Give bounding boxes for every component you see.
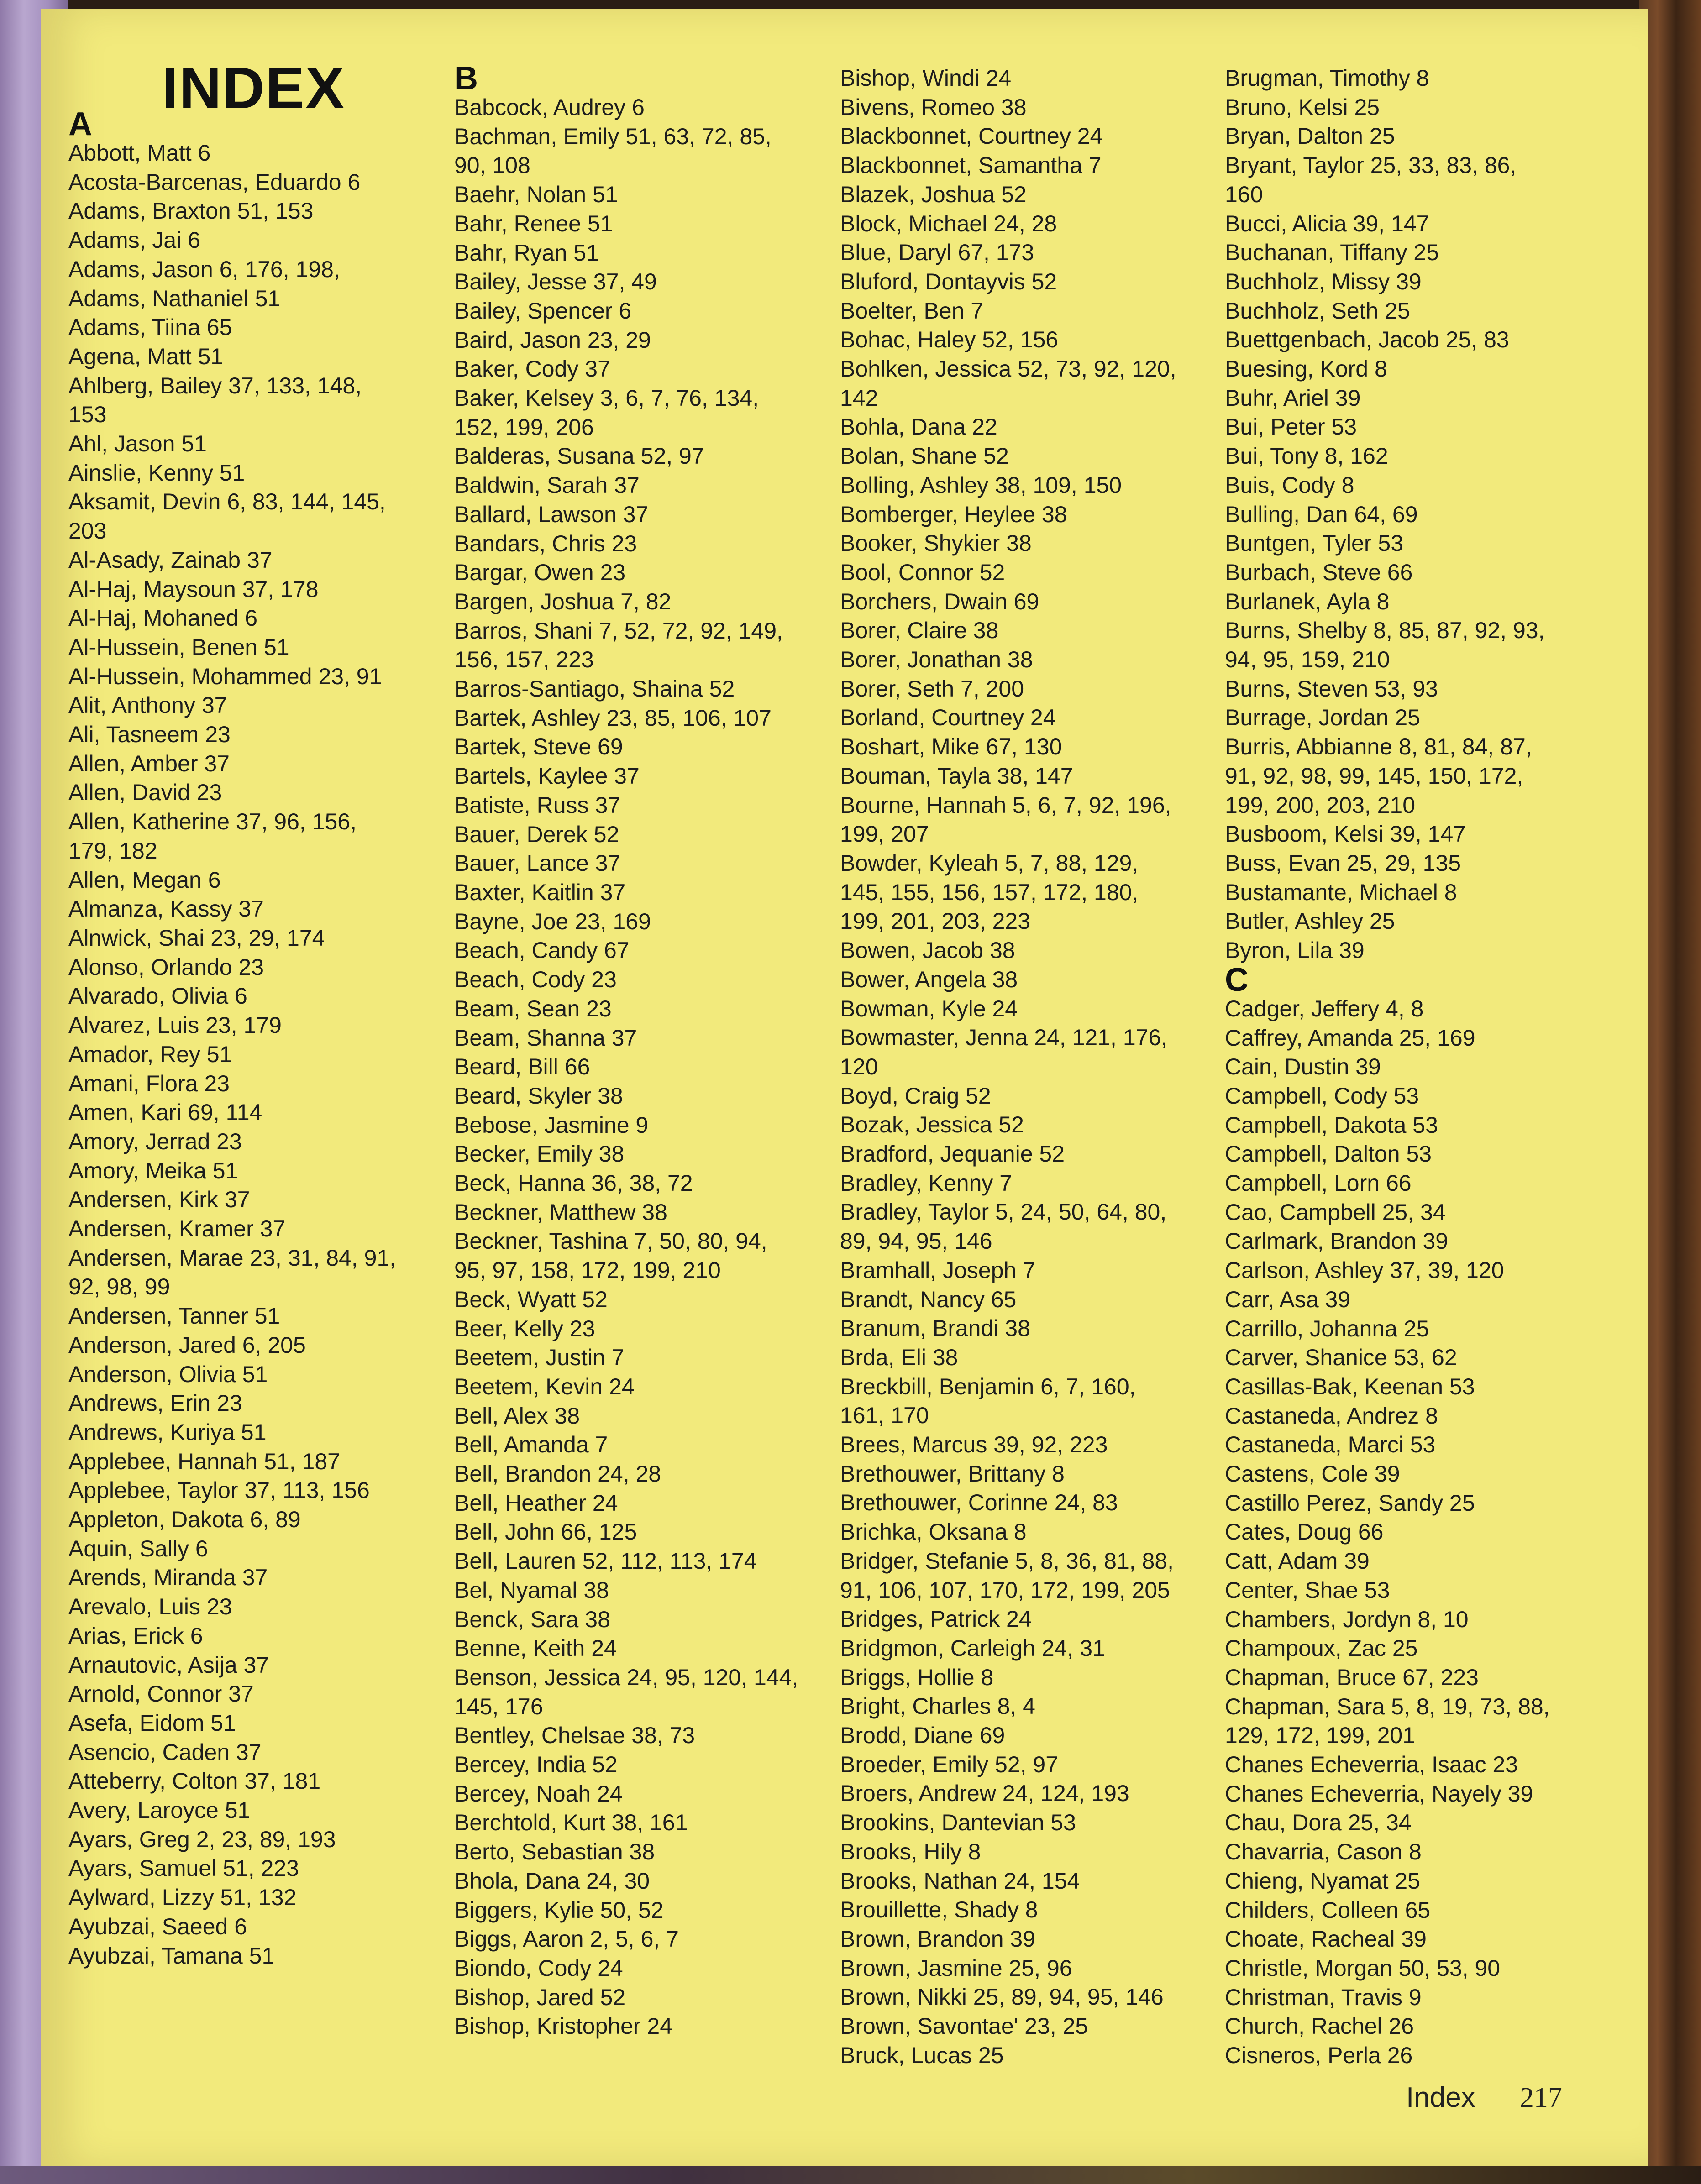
index-entry: Beard, Bill 66 — [454, 1054, 590, 1080]
index-entry: Beetem, Kevin 24 — [454, 1373, 635, 1399]
index-entry: Borer, Seth 7, 200 — [840, 676, 1024, 702]
index-entry: Alonso, Orlando 23 — [68, 954, 264, 980]
index-entry: Brodd, Diane 69 — [840, 1723, 1005, 1749]
index-entry: 145, 155, 156, 157, 172, 180, — [840, 879, 1139, 905]
index-entry: Bell, John 66, 125 — [454, 1519, 637, 1545]
index-entry: Bradley, Taylor 5, 24, 50, 64, 80, — [840, 1199, 1167, 1225]
index-entry: 91, 92, 98, 99, 145, 150, 172, — [1225, 763, 1523, 789]
index-entry: Brugman, Timothy 8 — [1225, 65, 1429, 91]
index-column-a — [68, 64, 447, 1970]
index-entry: Bargen, Joshua 7, 82 — [454, 588, 672, 614]
index-column-b — [454, 60, 833, 2041]
index-entry: Burlanek, Ayla 8 — [1225, 588, 1390, 614]
index-entry: Bandars, Chris 23 — [454, 530, 637, 556]
index-entry: Broers, Andrew 24, 124, 193 — [840, 1781, 1129, 1807]
index-entry: Blackbonnet, Courtney 24 — [840, 123, 1103, 149]
index-entry: Bourne, Hannah 5, 6, 7, 92, 196, — [840, 792, 1171, 818]
index-entry: Burns, Steven 53, 93 — [1225, 676, 1438, 702]
index-entry: Buettgenbach, Jacob 25, 83 — [1225, 327, 1509, 353]
index-entry: Beach, Candy 67 — [454, 937, 630, 964]
section-letter: A — [68, 106, 92, 142]
index-entry: Biggs, Aaron 2, 5, 6, 7 — [454, 1926, 679, 1952]
index-entry: 91, 106, 107, 170, 172, 199, 205 — [840, 1577, 1170, 1603]
index-entry: Cates, Doug 66 — [1225, 1519, 1384, 1545]
index-entry: Burris, Abbianne 8, 81, 84, 87, — [1225, 734, 1532, 760]
index-entry: Andersen, Kramer 37 — [68, 1216, 286, 1242]
index-entry: Champoux, Zac 25 — [1225, 1635, 1418, 1661]
index-entry: Bulling, Dan 64, 69 — [1225, 501, 1418, 527]
index-entry: Bradford, Jequanie 52 — [840, 1141, 1065, 1167]
index-entry: Berto, Sebastian 38 — [454, 1839, 655, 1865]
index-entry: Bridgmon, Carleigh 24, 31 — [840, 1635, 1105, 1661]
index-entry: Biggers, Kylie 50, 52 — [454, 1897, 664, 1923]
index-entry: Beetem, Justin 7 — [454, 1345, 625, 1371]
index-entry: Bargar, Owen 23 — [454, 560, 626, 586]
index-entry: Amador, Rey 51 — [68, 1041, 232, 1067]
index-entry: Applebee, Taylor 37, 113, 156 — [68, 1477, 370, 1503]
index-entry: Carrillo, Johanna 25 — [1225, 1315, 1429, 1341]
index-entry: Ayars, Greg 2, 23, 89, 193 — [68, 1826, 336, 1852]
index-entry: Baldwin, Sarah 37 — [454, 472, 640, 498]
index-entry: Bruno, Kelsi 25 — [1225, 94, 1380, 120]
index-entry: Buhr, Ariel 39 — [1225, 385, 1361, 411]
index-entry: 199, 200, 203, 210 — [1225, 792, 1416, 818]
index-entry: Beck, Hanna 36, 38, 72 — [454, 1170, 693, 1196]
index-entry: 145, 176 — [454, 1693, 543, 1719]
index-entry: Bluford, Dontayvis 52 — [840, 268, 1057, 294]
index-entry: Castillo Perez, Sandy 25 — [1225, 1490, 1475, 1516]
index-entry: Christle, Morgan 50, 53, 90 — [1225, 1955, 1501, 1981]
index-entry: Bhola, Dana 24, 30 — [454, 1868, 650, 1894]
index-entry: Buntgen, Tyler 53 — [1225, 530, 1404, 556]
index-entry: Chapman, Sara 5, 8, 19, 73, 88, — [1225, 1693, 1550, 1719]
index-entry: Bool, Connor 52 — [840, 559, 1005, 585]
index-entry: Broeder, Emily 52, 97 — [840, 1751, 1059, 1777]
index-entry: Allen, Katherine 37, 96, 156, — [68, 809, 357, 835]
index-entry: 161, 170 — [840, 1403, 929, 1429]
index-entry: Chanes Echeverria, Nayely 39 — [1225, 1781, 1533, 1807]
index-entry: Cadger, Jeffery 4, 8 — [1225, 995, 1424, 1021]
index-entry: Chapman, Bruce 67, 223 — [1225, 1664, 1479, 1690]
index-entry: Bell, Brandon 24, 28 — [454, 1461, 662, 1487]
index-entry: Beer, Kelly 23 — [454, 1315, 595, 1341]
index-entry: Bauer, Derek 52 — [454, 821, 620, 847]
index-entry: Barros, Shani 7, 52, 72, 92, 149, — [454, 618, 783, 644]
index-entry: Chambers, Jordyn 8, 10 — [1225, 1606, 1469, 1632]
section-letter: C — [1225, 961, 1249, 998]
index-entry: Bailey, Jesse 37, 49 — [454, 269, 657, 295]
index-entry: Booker, Shykier 38 — [840, 530, 1032, 556]
index-entry: Catt, Adam 39 — [1225, 1548, 1370, 1574]
index-entry: Adams, Braxton 51, 153 — [68, 198, 314, 224]
index-entry: Butler, Ashley 25 — [1225, 908, 1395, 934]
index-entry: 129, 172, 199, 201 — [1225, 1723, 1416, 1749]
index-entry: Bentley, Chelsae 38, 73 — [454, 1723, 695, 1749]
index-entry: Briggs, Hollie 8 — [840, 1664, 994, 1690]
index-entry: Bucci, Alicia 39, 147 — [1225, 210, 1429, 236]
index-entry: Carlson, Ashley 37, 39, 120 — [1225, 1257, 1504, 1283]
index-entry: Campbell, Cody 53 — [1225, 1083, 1419, 1109]
index-entry: Brouillette, Shady 8 — [840, 1897, 1038, 1923]
section-letter: B — [454, 60, 478, 97]
index-entry: Adams, Tiina 65 — [68, 314, 232, 340]
index-entry: Cain, Dustin 39 — [1225, 1054, 1381, 1080]
index-entry: Allen, Megan 6 — [68, 867, 221, 893]
index-entry: Beach, Cody 23 — [454, 967, 617, 993]
index-entry: Bouman, Tayla 38, 147 — [840, 763, 1073, 789]
index-entry: Ballard, Lawson 37 — [454, 501, 649, 527]
index-entry: Brees, Marcus 39, 92, 223 — [840, 1432, 1108, 1458]
index-entry: Bowder, Kyleah 5, 7, 88, 129, — [840, 850, 1139, 876]
cover-edge — [1639, 0, 1701, 2184]
index-entry: Baxter, Kaitlin 37 — [454, 879, 626, 905]
index-entry: Bailey, Spencer 6 — [454, 298, 632, 324]
index-entry: Buchholz, Seth 25 — [1225, 298, 1410, 324]
index-entry: Barros-Santiago, Shaina 52 — [454, 676, 735, 702]
index-entry: Andrews, Erin 23 — [68, 1390, 242, 1416]
index-entry: 94, 95, 159, 210 — [1225, 647, 1390, 673]
index-entry: Burrage, Jordan 25 — [1225, 705, 1421, 731]
index-entry: 199, 207 — [840, 821, 929, 847]
index-entry: 90, 108 — [454, 152, 530, 178]
index-entry: Casillas-Bak, Keenan 53 — [1225, 1373, 1475, 1399]
index-entry: 160 — [1225, 181, 1263, 207]
index-entry: Agena, Matt 51 — [68, 343, 224, 369]
index-entry: Al-Hussein, Mohammed 23, 91 — [68, 663, 382, 689]
index-entry: Becker, Emily 38 — [454, 1141, 625, 1167]
index-entry: Adams, Jai 6 — [68, 227, 201, 253]
index-entry: Beckner, Tashina 7, 50, 80, 94, — [454, 1228, 767, 1254]
index-entry: Brandt, Nancy 65 — [840, 1286, 1017, 1312]
index-entry: Ayars, Samuel 51, 223 — [68, 1855, 299, 1881]
index-entry: Baker, Kelsey 3, 6, 7, 76, 134, — [454, 385, 759, 411]
index-entry: Asencio, Caden 37 — [68, 1739, 262, 1765]
index-column-c — [840, 64, 1219, 2070]
index-entry: Bui, Peter 53 — [1225, 414, 1357, 440]
index-entry: Bel, Nyamal 38 — [454, 1577, 609, 1603]
index-entry: Byron, Lila 39 — [1225, 937, 1365, 964]
footer-label: Index — [1406, 2082, 1475, 2113]
index-entry: Beam, Sean 23 — [454, 995, 612, 1021]
index-entry: Acosta-Barcenas, Eduardo 6 — [68, 169, 361, 195]
index-entry: Bohac, Haley 52, 156 — [840, 327, 1059, 353]
index-entry: Baker, Cody 37 — [454, 356, 610, 382]
index-entry: Atteberry, Colton 37, 181 — [68, 1768, 321, 1794]
index-entry: Babcock, Audrey 6 — [454, 94, 645, 120]
index-entry: Bruck, Lucas 25 — [840, 2042, 1004, 2068]
index-entry: Brookins, Dantevian 53 — [840, 1810, 1076, 1836]
index-entry: Castaneda, Andrez 8 — [1225, 1403, 1438, 1429]
index-entry: Bishop, Jared 52 — [454, 1984, 626, 2010]
index-entry: Al-Haj, Maysoun 37, 178 — [68, 576, 319, 602]
index-entry: Burns, Shelby 8, 85, 87, 92, 93, — [1225, 618, 1545, 644]
index-entry: Arnautovic, Asija 37 — [68, 1652, 269, 1678]
index-entry: Chavarria, Cason 8 — [1225, 1839, 1422, 1865]
index-entry: Bozak, Jessica 52 — [840, 1112, 1024, 1138]
index-entry: 199, 201, 203, 223 — [840, 908, 1031, 934]
index-entry: Bishop, Kristopher 24 — [454, 2013, 673, 2039]
index-entry: Breckbill, Benjamin 6, 7, 160, — [840, 1373, 1136, 1399]
index-entry: Aksamit, Devin 6, 83, 144, 145, — [68, 489, 386, 515]
index-entry: Blue, Daryl 67, 173 — [840, 240, 1034, 266]
index-entry: Bishop, Windi 24 — [840, 65, 1012, 91]
index-entry: Burbach, Steve 66 — [1225, 559, 1413, 585]
index-entry: Arias, Erick 6 — [68, 1623, 203, 1649]
page-number: 217 — [1519, 2082, 1562, 2113]
index-entry: Bolan, Shane 52 — [840, 443, 1009, 469]
index-entry: Baird, Jason 23, 29 — [454, 327, 651, 353]
index-entry: Ali, Tasneem 23 — [68, 722, 231, 748]
index-entry: 95, 97, 158, 172, 199, 210 — [454, 1257, 721, 1283]
index-entry: Block, Michael 24, 28 — [840, 210, 1057, 236]
index-entry: Borchers, Dwain 69 — [840, 588, 1040, 614]
index-entry: Berchtold, Kurt 38, 161 — [454, 1810, 688, 1836]
index-entry: Batiste, Russ 37 — [454, 792, 621, 818]
index-entry: Biondo, Cody 24 — [454, 1955, 623, 1981]
index-entry: Buchanan, Tiffany 25 — [1225, 240, 1439, 266]
index-entry: Adams, Nathaniel 51 — [68, 285, 281, 311]
index-entry: Al-Hussein, Benen 51 — [68, 634, 289, 660]
index-entry: Bright, Charles 8, 4 — [840, 1693, 1035, 1719]
index-entry: Campbell, Dalton 53 — [1225, 1141, 1432, 1167]
index-entry: Alvarez, Luis 23, 179 — [68, 1012, 282, 1038]
index-entry: Boshart, Mike 67, 130 — [840, 734, 1062, 760]
index-entry: Anderson, Olivia 51 — [68, 1361, 268, 1387]
index-entry: Bridges, Patrick 24 — [840, 1606, 1032, 1632]
index-entry: Bivens, Romeo 38 — [840, 94, 1027, 120]
index-entry: Ainslie, Kenny 51 — [68, 460, 245, 486]
index-entry: Bahr, Ryan 51 — [454, 240, 599, 266]
index-entry: Beard, Skyler 38 — [454, 1083, 623, 1109]
index-entry: Ahlberg, Bailey 37, 133, 148, — [68, 372, 362, 398]
index-entry: Brda, Eli 38 — [840, 1344, 958, 1370]
index-entry: Brethouwer, Corinne 24, 83 — [840, 1490, 1118, 1516]
index-entry: Alit, Anthony 37 — [68, 692, 227, 718]
index-entry: Bohlken, Jessica 52, 73, 92, 120, — [840, 356, 1176, 382]
index-entry: Andersen, Marae 23, 31, 84, 91, — [68, 1245, 396, 1271]
index-entry: 203 — [68, 518, 107, 544]
index-entry: Amen, Kari 69, 114 — [68, 1100, 262, 1126]
page-footer — [1406, 2081, 1562, 2114]
index-entry: Andrews, Kuriya 51 — [68, 1419, 267, 1445]
index-entry: Christman, Travis 9 — [1225, 1984, 1422, 2010]
index-entry: Andersen, Kirk 37 — [68, 1187, 250, 1213]
index-entry: Brown, Savontae' 23, 25 — [840, 2013, 1088, 2039]
index-entry: Bachman, Emily 51, 63, 72, 85, — [454, 123, 772, 149]
index-entry: 142 — [840, 385, 878, 411]
index-entry: Bell, Alex 38 — [454, 1403, 580, 1429]
index-entry: Brown, Brandon 39 — [840, 1926, 1036, 1952]
index-entry: Bryant, Taylor 25, 33, 83, 86, — [1225, 152, 1517, 178]
index-entry: Aquin, Sally 6 — [68, 1535, 208, 1561]
index-entry: Busboom, Kelsi 39, 147 — [1225, 821, 1466, 847]
index-entry: Bauer, Lance 37 — [454, 850, 621, 876]
index-entry: Beam, Shanna 37 — [454, 1025, 637, 1051]
index-entry: Castens, Cole 39 — [1225, 1461, 1400, 1487]
index-entry: Arends, Miranda 37 — [68, 1565, 268, 1591]
index-entry: Borer, Jonathan 38 — [840, 647, 1033, 673]
index-entry: Anderson, Jared 6, 205 — [68, 1332, 306, 1358]
index-entry: Al-Asady, Zainab 37 — [68, 547, 273, 573]
index-entry: Childers, Colleen 65 — [1225, 1897, 1431, 1923]
index-entry: Bui, Tony 8, 162 — [1225, 443, 1388, 469]
index-entry: Beckner, Matthew 38 — [454, 1199, 667, 1225]
index-entry: Bolling, Ashley 38, 109, 150 — [840, 472, 1122, 498]
index-entry: Bell, Lauren 52, 112, 113, 174 — [454, 1548, 757, 1574]
index-entry: Brown, Jasmine 25, 96 — [840, 1955, 1072, 1981]
index-entry: Adams, Jason 6, 176, 198, — [68, 256, 340, 282]
index-entry: Cisneros, Perla 26 — [1225, 2043, 1413, 2069]
index-entry: 153 — [68, 402, 107, 428]
index-entry: Bradley, Kenny 7 — [840, 1170, 1013, 1196]
index-entry: Bahr, Renee 51 — [454, 210, 613, 236]
index-entry: 92, 98, 99 — [68, 1274, 170, 1300]
index-entry: Center, Shae 53 — [1225, 1577, 1390, 1603]
index-entry: Buesing, Kord 8 — [1225, 356, 1387, 382]
index-entry: Bridger, Stefanie 5, 8, 36, 81, 88, — [840, 1548, 1174, 1574]
index-entry: Church, Rachel 26 — [1225, 2013, 1414, 2039]
index-entry: Bowman, Kyle 24 — [840, 995, 1018, 1021]
index-entry: Bustamante, Michael 8 — [1225, 879, 1457, 905]
index-entry: 89, 94, 95, 146 — [840, 1228, 992, 1254]
index-entry: Amani, Flora 23 — [68, 1070, 230, 1096]
index-entry: Allen, David 23 — [68, 780, 222, 806]
index-entry: Brown, Nikki 25, 89, 94, 95, 146 — [840, 1984, 1164, 2010]
index-entry: Almanza, Kassy 37 — [68, 896, 264, 922]
index-entry: 156, 157, 223 — [454, 647, 594, 673]
index-entry: Buss, Evan 25, 29, 135 — [1225, 850, 1461, 876]
index-entry: Brichka, Oksana 8 — [840, 1519, 1027, 1545]
index-entry: Bramhall, Joseph 7 — [840, 1257, 1036, 1283]
index-entry: Carr, Asa 39 — [1225, 1286, 1351, 1312]
index-entry: Balderas, Susana 52, 97 — [454, 443, 704, 469]
index-entry: Brethouwer, Brittany 8 — [840, 1461, 1065, 1487]
index-entry: Benne, Keith 24 — [454, 1635, 617, 1661]
index-entry: Bryan, Dalton 25 — [1225, 123, 1395, 149]
index-entry: Bell, Heather 24 — [454, 1490, 618, 1516]
bottom-edge — [0, 2166, 1701, 2184]
index-entry: Bartels, Kaylee 37 — [454, 763, 640, 789]
index-entry: Amory, Jerrad 23 — [68, 1128, 242, 1154]
index-entry: Bowen, Jacob 38 — [840, 937, 1015, 964]
index-entry: Choate, Racheal 39 — [1225, 1926, 1427, 1952]
index-entry: Blazek, Joshua 52 — [840, 181, 1027, 207]
index-entry: Cao, Campbell 25, 34 — [1225, 1199, 1446, 1225]
index-entry: Brooks, Hily 8 — [840, 1838, 981, 1865]
index-entry: Ahl, Jason 51 — [68, 431, 207, 457]
index-entry: Chanes Echeverria, Isaac 23 — [1225, 1752, 1518, 1778]
index-entry: Allen, Amber 37 — [68, 750, 230, 776]
index-entry: Bebose, Jasmine 9 — [454, 1112, 649, 1138]
index-entry: Branum, Brandi 38 — [840, 1315, 1030, 1341]
index-entry: Bomberger, Heylee 38 — [840, 501, 1067, 527]
index-entry: Arnold, Connor 37 — [68, 1681, 254, 1707]
index-entry: Campbell, Lorn 66 — [1225, 1170, 1412, 1196]
index-entry: Baehr, Nolan 51 — [454, 182, 618, 208]
index-entry: Bayne, Joe 23, 169 — [454, 908, 651, 934]
index-entry: Borer, Claire 38 — [840, 618, 999, 644]
index-entry: Bercey, India 52 — [454, 1752, 618, 1778]
index-entry: Caffrey, Amanda 25, 169 — [1225, 1025, 1475, 1051]
index-entry: Ayubzai, Tamana 51 — [68, 1943, 275, 1969]
index-entry: Boelter, Ben 7 — [840, 298, 984, 324]
index-entry: Chau, Dora 25, 34 — [1225, 1810, 1412, 1836]
index-entry: Avery, Laroyce 51 — [68, 1797, 251, 1823]
index-entry: Borland, Courtney 24 — [840, 705, 1056, 731]
index-entry: Castaneda, Marci 53 — [1225, 1432, 1436, 1458]
index-entry: Campbell, Dakota 53 — [1225, 1112, 1438, 1138]
index-entry: Aylward, Lizzy 51, 132 — [68, 1885, 297, 1911]
index-entry: Buis, Cody 8 — [1225, 472, 1354, 498]
index-entry: Abbott, Matt 6 — [68, 140, 211, 166]
index-entry: 152, 199, 206 — [454, 414, 594, 440]
index-entry: Buchholz, Missy 39 — [1225, 268, 1422, 294]
index-entry: Bartek, Ashley 23, 85, 106, 107 — [454, 705, 772, 731]
index-entry: Ayubzai, Saeed 6 — [68, 1913, 247, 1939]
index-entry: Bower, Angela 38 — [840, 966, 1018, 992]
index-entry: Beck, Wyatt 52 — [454, 1286, 608, 1312]
index-entry: Asefa, Eidom 51 — [68, 1710, 236, 1736]
index-entry: Brooks, Nathan 24, 154 — [840, 1868, 1080, 1894]
index-entry: Amory, Meika 51 — [68, 1157, 238, 1184]
index-entry: Boyd, Craig 52 — [840, 1083, 991, 1109]
index-entry: Andersen, Tanner 51 — [68, 1303, 280, 1329]
index-entry: Appleton, Dakota 6, 89 — [68, 1507, 301, 1533]
index-entry: Carlmark, Brandon 39 — [1225, 1228, 1449, 1254]
index-entry: Bercey, Noah 24 — [454, 1781, 623, 1807]
index-entry: Blackbonnet, Samantha 7 — [840, 152, 1102, 178]
index-entry: Chieng, Nyamat 25 — [1225, 1868, 1421, 1894]
index-entry: 120 — [840, 1053, 878, 1079]
index-entry: Al-Haj, Mohaned 6 — [68, 605, 258, 631]
index-entry: Alnwick, Shai 23, 29, 174 — [68, 925, 325, 951]
page-title: INDEX — [162, 56, 346, 121]
index-entry: Benson, Jessica 24, 95, 120, 144, — [454, 1664, 798, 1690]
index-entry: 179, 182 — [68, 838, 158, 864]
index-entry: Bowmaster, Jenna 24, 121, 176, — [840, 1025, 1168, 1051]
index-entry: Bartek, Steve 69 — [454, 734, 623, 760]
index-entry: Bohla, Dana 22 — [840, 414, 997, 440]
index-entry: Applebee, Hannah 51, 187 — [68, 1448, 340, 1474]
index-column-d — [1225, 64, 1604, 2070]
index-entry: Bell, Amanda 7 — [454, 1432, 608, 1458]
index-entry: Alvarado, Olivia 6 — [68, 983, 247, 1009]
index-entry: Benck, Sara 38 — [454, 1606, 610, 1632]
index-entry: Carver, Shanice 53, 62 — [1225, 1345, 1457, 1371]
index-entry: Arevalo, Luis 23 — [68, 1594, 232, 1620]
